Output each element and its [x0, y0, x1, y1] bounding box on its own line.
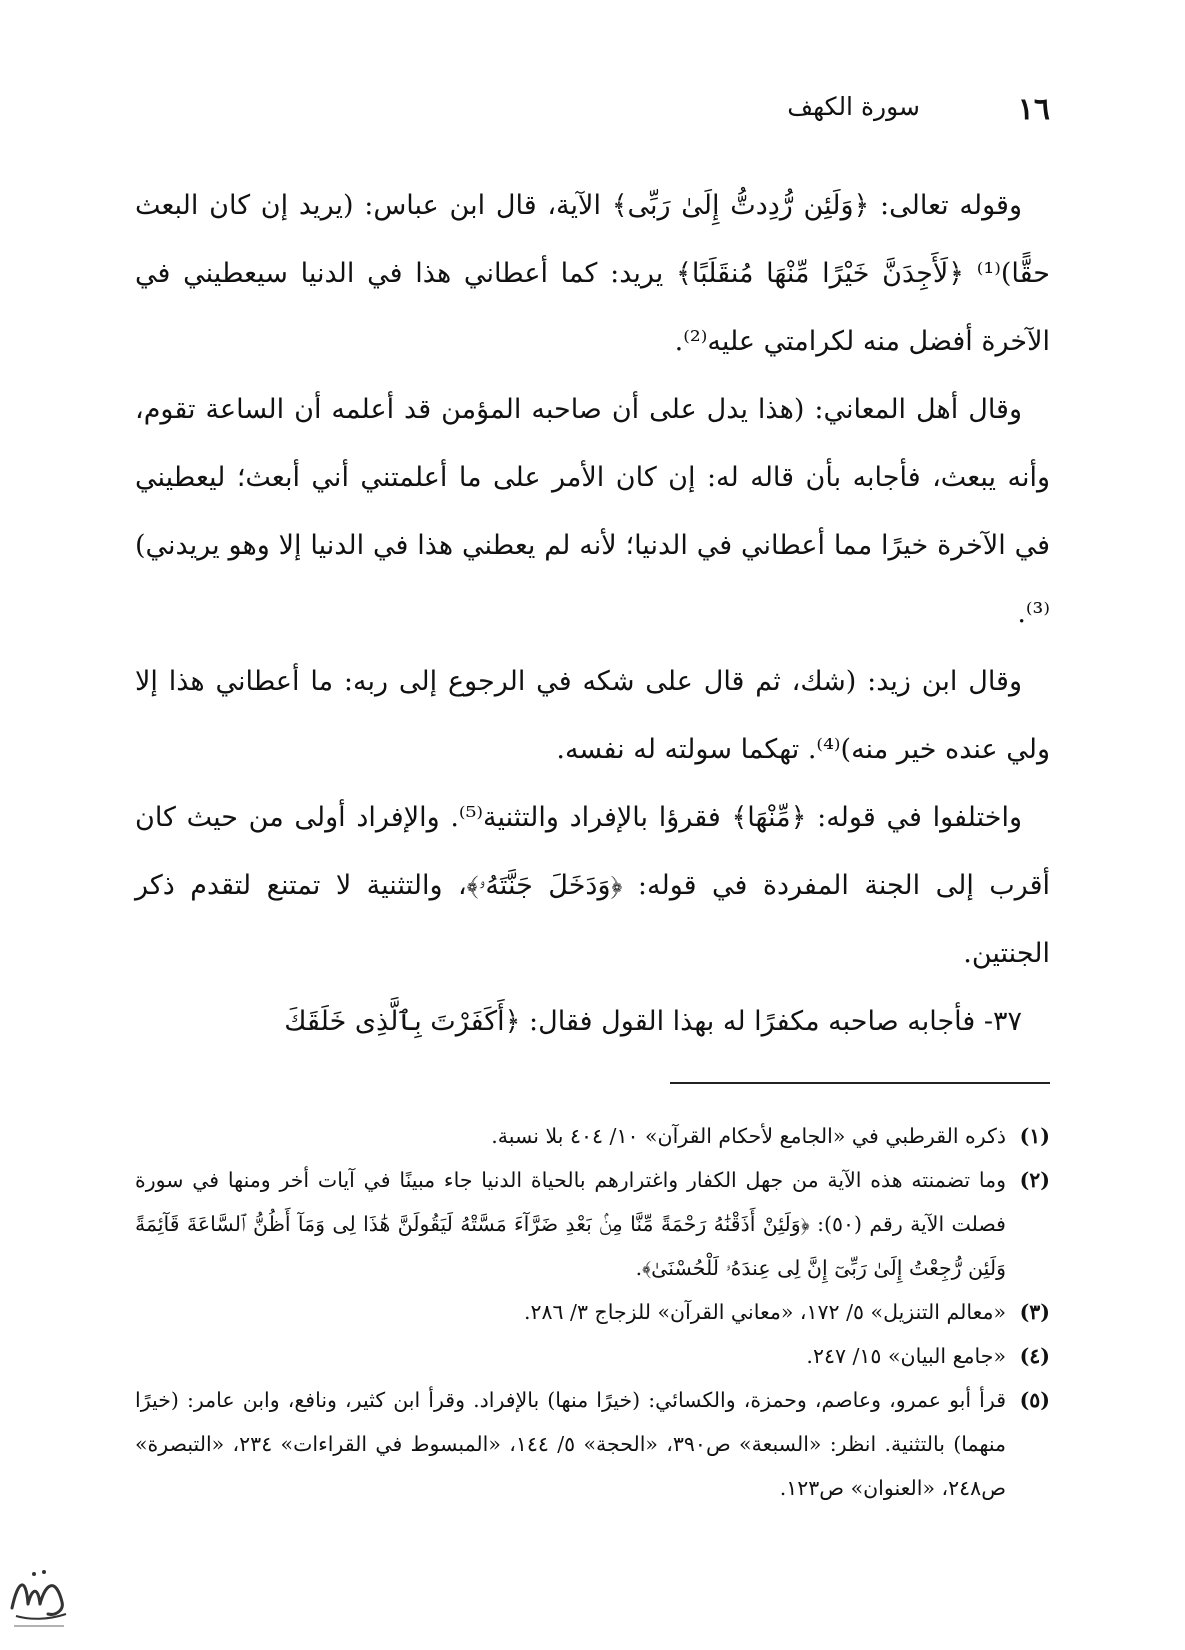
footnote-number: (٣) — [1019, 1300, 1050, 1324]
footnote — [135, 1290, 1050, 1334]
paragraph: وقوله تعالى: ﴿وَلَئِن رُّدِدتُّ إِلَىٰ رَبِّى﴾ الآية، قال ابن عباس: (يريد إن كان البعث حقًّا)⁽¹⁾ ﴿لَأَجِدَنَّ خَيْرًا مِّنْهَا مُنقَلَبًا﴾ يريد: كما أعطاني هذا في الدنيا سيعطيني في الآخرة أفضل منه لكرامتي عليه⁽²⁾. — [135, 190, 1050, 357]
paragraph: ٣٧- فأجابه صاحبه مكفرًا له بهذا القول فقال: ﴿أَكَفَرْتَ بِٱلَّذِى خَلَقَكَ — [284, 1006, 1022, 1037]
footnote-number: (٤) — [1019, 1344, 1050, 1368]
publisher-logo-icon — [4, 1558, 74, 1636]
surah-title: سورة الكهف — [787, 92, 920, 121]
page-number: ١٦ — [1017, 92, 1050, 127]
footnote-number: (١) — [1019, 1124, 1050, 1148]
main-text — [135, 172, 1050, 1056]
footnote-text: «معالم التنزيل» ٥/ ١٧٢، «معاني القرآن» للزجاج ٣/ ٢٨٦. — [523, 1300, 1006, 1324]
footnote-text: وما تضمنته هذه الآية من جهل الكفار واغترارهم بالحياة الدنيا جاء مبينًا في آيات أخر ومنها في سورة فصلت الآية رقم (٥٠): ﴿وَلَئِنْ أَذَقْنَٰهُ رَحْمَةً مِّنَّا مِنۢ بَعْدِ ضَرَّآءَ مَسَّتْهُ لَيَقُولَنَّ هَٰذَا لِى وَمَآ أَظُنُّ ٱلسَّاعَةَ قَآئِمَةً وَلَئِن رُّجِعْتُ إِلَىٰ رَبِّىٓ إِنَّ لِى عِندَهُۥ لَلْحُسْنَىٰ﴾. — [135, 1168, 1006, 1280]
paragraph: وقال أهل المعاني: (هذا يدل على أن صاحبه المؤمن قد أعلمه أن الساعة تقوم، وأنه يبعث، فأجابه بأن قاله له: إن كان الأمر على ما أعلمتني أني أبعث؛ ليعطيني في الآخرة خيرًا مما أعطاني في الدنيا؛ لأنه لم يعطني هذا في الدنيا إلا وهو يريدني)⁽³⁾. — [135, 394, 1051, 629]
document-page — [135, 86, 1050, 1566]
paragraph: وقال ابن زيد: (شك، ثم قال على شكه في الرجوع إلى ربه: ما أعطاني هذا إلا ولي عنده خير منه)⁽⁴⁾. تهكما سولته له نفسه. — [135, 666, 1050, 765]
footnote-separator — [670, 1082, 1050, 1084]
footnote — [135, 1378, 1050, 1510]
footnote-text: ذكره القرطبي في «الجامع لأحكام القرآن» ١٠/ ٤٠٤ بلا نسبة. — [491, 1124, 1006, 1148]
paragraph: واختلفوا في قوله: ﴿مِّنْهَا﴾ فقرؤا بالإفراد والتثنية⁽⁵⁾. والإفراد أولى من حيث كان أقرب إلى الجنة المفردة في قوله: ﴿وَدَخَلَ جَنَّتَهُۥ﴾، والتثنية لا تمتنع لتقدم ذكر الجنتين. — [135, 802, 1050, 969]
footnote — [135, 1114, 1050, 1158]
footnote-number: (٢) — [1019, 1168, 1050, 1192]
footnote-text: قرأ أبو عمرو، وعاصم، وحمزة، والكسائي: (خيرًا منها) بالإفراد. وقرأ ابن كثير، ونافع، وابن عامر: (خيرًا منهما) بالتثنية. انظر: «السبعة» ص٣٩٠، «الحجة» ٥/ ١٤٤، «المبسوط في القراءات» ٢٣٤، «التبصرة» ص٢٤٨، «العنوان» ص١٢٣. — [135, 1388, 1006, 1500]
footnote — [135, 1158, 1050, 1290]
footnote-text: «جامع البيان» ١٥/ ٢٤٧. — [806, 1344, 1006, 1368]
footnotes — [135, 1114, 1050, 1510]
footnote — [135, 1334, 1050, 1378]
footnote-number: (٥) — [1019, 1388, 1050, 1412]
page-header — [135, 86, 1050, 144]
